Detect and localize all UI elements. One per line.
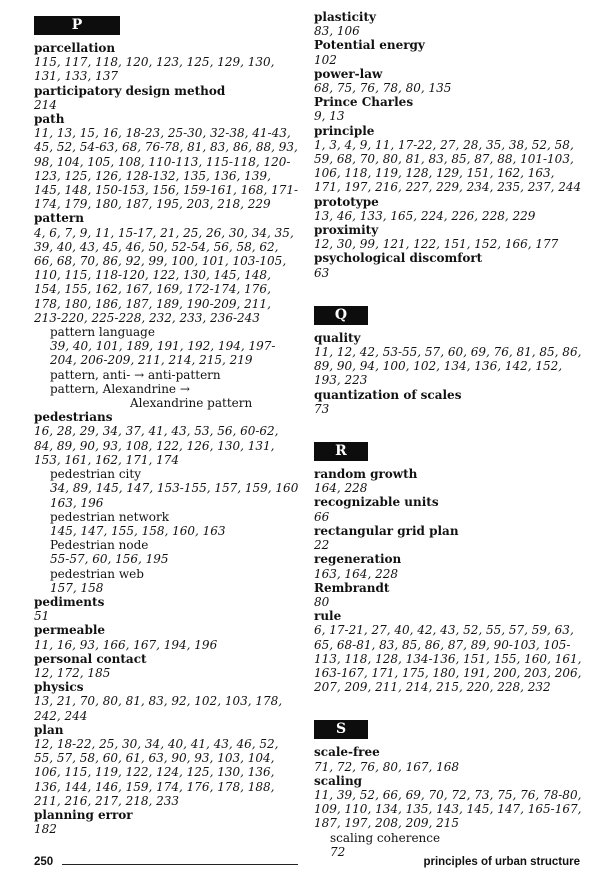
index-term: random growth xyxy=(314,467,418,482)
sub-entry xyxy=(34,510,300,524)
page-references: 16, 28, 29, 34, 37, 41, 43, 53, 56, 60-62, 84, 89, 90, 93, 108, 122, 126, 130, 131, 153, 161, 162, 171, 174 xyxy=(34,424,279,467)
see-target: anti-pattern xyxy=(148,367,221,382)
section-letter-s: S xyxy=(314,720,368,739)
index-term: Prince Charles xyxy=(314,95,414,110)
page-references: 68, 75, 76, 78, 80, 135 xyxy=(314,81,452,96)
index-term: regeneration xyxy=(314,552,402,567)
sub-page-references: 55-57, 60, 156, 195 xyxy=(50,552,169,567)
index-term: recognizable units xyxy=(314,495,439,510)
index-term: permeable xyxy=(34,623,106,638)
see-arrow: → xyxy=(134,367,145,382)
sub-entry xyxy=(34,382,300,396)
page-references: 73 xyxy=(314,401,330,416)
page-footer xyxy=(34,856,580,876)
page-references: 182 xyxy=(34,822,57,837)
index-term: planning error xyxy=(34,807,133,822)
index-term: scaling xyxy=(314,773,363,788)
page-references: 71, 72, 76, 80, 167, 168 xyxy=(314,759,460,774)
sub-term: pedestrian network xyxy=(50,509,169,524)
section-letter-p: P xyxy=(34,16,120,35)
sub-term: pedestrian web xyxy=(50,566,144,581)
section-letter-q: Q xyxy=(314,306,368,325)
page-references: 51 xyxy=(34,609,50,624)
page-references: 11, 12, 42, 53-55, 57, 60, 69, 76, 81, 85, 86, 89, 90, 94, 100, 102, 134, 136, 142, 152, 193, 223 xyxy=(314,345,582,388)
sub-entry xyxy=(34,325,300,339)
index-term: principle xyxy=(314,123,375,138)
section-gap xyxy=(314,694,584,714)
sub-term: pattern, anti- xyxy=(50,367,131,382)
sub-term: pattern language xyxy=(50,325,155,340)
sub-page-references: 145, 147, 155, 158, 160, 163 xyxy=(50,523,226,538)
sub-entry xyxy=(34,567,300,581)
right-column xyxy=(314,10,584,859)
page-references: 83, 106 xyxy=(314,24,360,39)
sub-page-references: 157, 158 xyxy=(50,580,104,595)
see-target: Alexandrine pattern xyxy=(130,396,253,411)
index-term: participatory design method xyxy=(34,83,226,98)
page-references: 102 xyxy=(314,52,337,67)
sub-page-references: 39, 40, 101, 189, 191, 192, 194, 197-204, 206-209, 211, 214, 215, 219 xyxy=(50,339,276,368)
sub-page-references: 34, 89, 145, 147, 153-155, 157, 159, 160 163, 196 xyxy=(50,481,299,510)
page-references: 11, 13, 15, 16, 18-23, 25-30, 32-38, 41-43, 45, 52, 54-63, 68, 76-78, 81, 83, 86, 88, 93, 98, 104, 105, 108, 110-113, 115-118, 120-123, 125, 126, 128-132, 135, 136, 139, 145, 148, 150-153, 156, 159-161, 168, 171-174, 179, 180, 187, 195, 203, 218, 229 xyxy=(34,126,299,212)
page-references: 12, 18-22, 25, 30, 34, 40, 41, 43, 46, 52, 55, 57, 58, 60, 61, 63, 90, 93, 103, 104, 106, 115, 119, 122, 124, 125, 130, 136, 136, 144, 146, 159, 174, 176, 178, 188, 211, 216, 217, 218, 233 xyxy=(34,736,279,808)
footer-rule xyxy=(62,864,298,865)
index-term: path xyxy=(34,112,65,127)
sub-term: scaling coherence xyxy=(330,830,441,845)
page-references: 11, 16, 93, 166, 167, 194, 196 xyxy=(34,637,218,652)
page-references: 22 xyxy=(314,538,330,553)
page-number: 250 xyxy=(34,856,54,868)
index-term: prototype xyxy=(314,194,379,209)
page-references: 13, 46, 133, 165, 224, 226, 228, 229 xyxy=(314,208,536,223)
page-references: 4, 6, 7, 9, 11, 15-17, 21, 25, 26, 30, 34, 35, 39, 40, 43, 45, 46, 50, 52-54, 56, 58, 62, 66, 68, 70, 86, 92, 99, 100, 101, 103-105, 110, 115, 118-120, 122, 130, 145, 148, 154, 155, 162, 167, 169, 172-174, 176, 178, 180, 186, 187, 189, 190-209, 211, 213-220, 225-228, 232, 233, 236-243 xyxy=(34,225,294,325)
sub-entry xyxy=(34,538,300,552)
index-term: quantization of scales xyxy=(314,387,462,402)
section-gap xyxy=(314,280,584,300)
sub-entry xyxy=(34,467,300,481)
see-arrow: → xyxy=(179,381,190,396)
page-references: 12, 172, 185 xyxy=(34,665,111,680)
index-term: pediments xyxy=(34,594,105,609)
left-column xyxy=(34,10,300,836)
page-references: 13, 21, 70, 80, 81, 83, 92, 102, 103, 178, 242, 244 xyxy=(34,694,283,723)
page-references: 164, 228 xyxy=(314,481,368,496)
page-references: 9, 13 xyxy=(314,109,345,124)
index-term: plasticity xyxy=(314,10,376,24)
section-letter-r: R xyxy=(314,442,368,461)
page-references: 115, 117, 118, 120, 123, 125, 129, 130, 131, 133, 137 xyxy=(34,55,275,84)
sub-term: pattern, Alexandrine xyxy=(50,381,177,396)
index-term: Potential energy xyxy=(314,38,425,53)
index-term: rectangular grid plan xyxy=(314,523,459,538)
index-term: proximity xyxy=(314,223,379,238)
page-references: 214 xyxy=(34,97,57,112)
index-term: scale-free xyxy=(314,745,380,760)
page-references: 12, 30, 99, 121, 122, 151, 152, 166, 177 xyxy=(314,237,559,252)
sub-page-references: 72 xyxy=(330,844,346,859)
page-references: 11, 39, 52, 66, 69, 70, 72, 73, 75, 76, 78-80, 109, 110, 134, 135, 143, 145, 147, 165-167, 187, 197, 208, 209, 215 xyxy=(314,787,582,831)
sub-term: Pedestrian node xyxy=(50,538,149,553)
page-references: 1, 3, 4, 9, 11, 17-22, 27, 28, 35, 38, 52, 58, 59, 68, 70, 80, 81, 83, 85, 87, 88, 101-103, 106, 118, 119, 128, 129, 151, 162, 163, 171, 197, 216, 227, 229, 234, 235, 237, 244 xyxy=(314,137,582,195)
index-term: Rembrandt xyxy=(314,580,390,595)
index-term: quality xyxy=(314,330,361,345)
page-references: 163, 164, 228 xyxy=(314,566,398,581)
index-term: pattern xyxy=(34,211,84,226)
index-term: psychological discomfort xyxy=(314,251,483,266)
sub-entry xyxy=(34,368,300,382)
index-term: plan xyxy=(34,722,64,737)
page-references: 80 xyxy=(314,594,330,609)
index-term: power-law xyxy=(314,66,383,81)
index-term: pedestrians xyxy=(34,410,113,425)
page-references: 66 xyxy=(314,509,330,524)
page-references: 63 xyxy=(314,265,330,280)
sub-entry xyxy=(314,831,584,845)
index-term: physics xyxy=(34,680,84,695)
index-term: personal contact xyxy=(34,651,147,666)
index-term: rule xyxy=(314,609,342,624)
book-title: principles of urban structure xyxy=(423,856,580,868)
index-term: parcellation xyxy=(34,41,116,55)
sub-term: pedestrian city xyxy=(50,467,141,482)
page-references: 6, 17-21, 27, 40, 42, 43, 52, 55, 57, 59, 63, 65, 68-81, 83, 85, 86, 87, 89, 90-103, 105-113, 118, 128, 134-136, 151, 155, 160, 161, 163-167, 171, 175, 180, 191, 200, 203, 206, 207, 209, 211, 214, 215, 220, 228, 232 xyxy=(314,623,582,695)
section-gap xyxy=(314,416,584,436)
